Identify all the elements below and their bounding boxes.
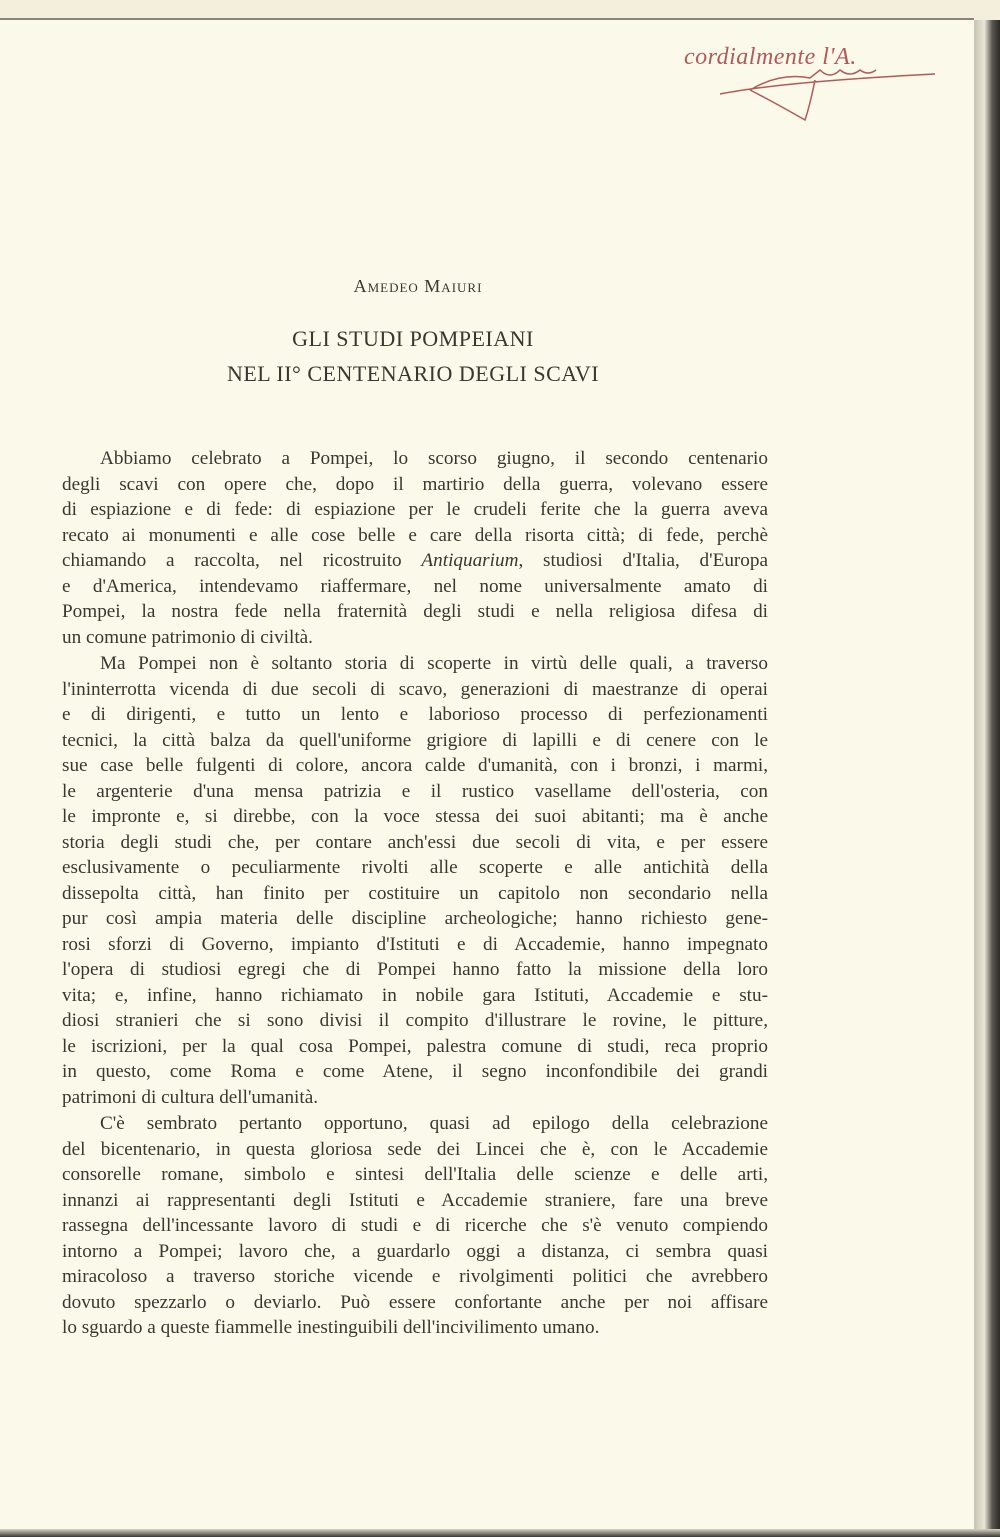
text-line: sue case belle fulgenti di colore, ancora calde d'umanità, con i bronzi, i marmi, (62, 755, 768, 776)
text-line: di espiazione e di fede: di espiazione per le crudeli ferite che la guerra aveva (62, 499, 768, 520)
text-segment: chiamando a raccolta, nel ricostruito (62, 550, 422, 571)
text-line: consorelle romane, simbolo e sintesi dell'Italia delle scienze e delle arti, (62, 1164, 768, 1185)
text-line: miracoloso a traverso storiche vicende e rivolgimenti politici che avrebbero (62, 1266, 768, 1287)
text-line: e d'America, intendevamo riaffermare, nel nome universalmente amato di (62, 575, 768, 597)
text-line: pur così ampia materia delle discipline archeologiche; hanno richiesto gene- (62, 908, 768, 929)
author-name: Amedeo Maiuri (353, 276, 483, 296)
text-line: in questo, come Roma e come Atene, il segno inconfondibile dei grandi (62, 1061, 768, 1082)
title-line-1: GLI STUDI POMPEIANI (292, 326, 534, 351)
text-line: tecnici, la città balza da quell'uniforme grigiore di lapilli e di cenere con le (62, 729, 768, 751)
text-line: lo sguardo a queste fiammelle inestinguibili dell'incivilimento umano. (62, 1317, 600, 1338)
text-line: Ma Pompei non è soltanto storia di scoperte in virtù delle quali, a traverso (100, 653, 768, 674)
article-body (62, 446, 768, 1342)
text-line: le iscrizioni, per la qual cosa Pompei, palestra comune di studi, reca proprio (62, 1035, 768, 1057)
paragraph-2 (62, 651, 768, 1110)
page-edge-shadow (974, 20, 1000, 1537)
text-line: l'opera di studiosi egregi che di Pompei hanno fatto la missione della loro (62, 959, 768, 980)
text-line: Pompei, la nostra fede nella fraternità degli studi e nella religiosa difesa di (62, 601, 768, 622)
italic-term: Antiquarium (421, 550, 519, 571)
text-line: storia degli studi che, per contare anch'essi due secoli di vita, e per essere (62, 831, 768, 853)
handwritten-signature (680, 38, 940, 128)
text-line: degli scavi con opere che, dopo il martirio della guerra, volevano essere (62, 473, 768, 495)
text-line: C'è sembrato pertanto opportuno, quasi ad epilogo della celebrazione (100, 1113, 768, 1134)
text-line: recato ai monumenti e alle cose belle e care della risorta città; di fede, perchè (62, 524, 768, 546)
text-line: dovuto spezzarlo o deviarlo. Può essere confortante anche per noi affisare (62, 1291, 768, 1313)
text-line: le argenterie d'una mensa patrizia e il rustico vasellame dell'osteria, con (62, 780, 768, 802)
text-line: innanzi ai rappresentanti degli Istituti e Accademie straniere, fare una breve (62, 1189, 768, 1211)
text-line: intorno a Pompei; lavoro che, a guardarlo oggi a distanza, ci sembra quasi (62, 1240, 768, 1262)
text-segment: , studiosi d'Italia, d'Europa (518, 550, 768, 571)
text-line: diosi stranieri che si sono divisi il compito d'illustrare le rovine, le pitture, (62, 1010, 768, 1031)
title-line-2: NEL II° CENTENARIO DEGLI SCAVI (226, 361, 600, 386)
text-line: patrimoni di cultura dell'umanità. (62, 1086, 319, 1108)
paragraph-3 (62, 1111, 768, 1341)
text-line: rosi sforzi di Governo, impianto d'Istituti e di Accademie, hanno impegnato (62, 933, 768, 955)
text-line: dissepolta città, han finito per costituire un capitolo non secondario nella (62, 882, 768, 904)
text-line: vita; e, infine, hanno richiamato in nobile gara Istituti, Accademie e stu- (62, 984, 768, 1006)
text-line: del bicentenario, in questa gloriosa sede dei Lincei che è, con le Accademie (62, 1138, 768, 1160)
text-line: e di dirigenti, e tutto un lento e laborioso processo di perfezionamenti (62, 704, 768, 725)
paragraph-1 (62, 446, 768, 650)
text-line (62, 548, 768, 574)
paragraph-gap (62, 1341, 768, 1342)
text-line: Abbiamo celebrato a Pompei, lo scorso giugno, il secondo centenario (100, 448, 768, 469)
text-line: esclusivamente o peculiarmente rivolti alle scoperte e alle antichità della (62, 857, 768, 878)
text-line: un comune patrimonio di civiltà. (62, 626, 313, 648)
handwritten-dedication: cordialmente l'A. (684, 44, 857, 70)
page-bottom-edge (0, 1529, 1000, 1537)
text-line: le impronte e, si direbbe, con la voce stessa dei suoi abitanti; ma è anche (62, 806, 768, 827)
text-line: rassegna dell'incessante lavoro di studi e di ricerche che s'è venuto compiendo (62, 1215, 768, 1236)
text-line: l'ininterrotta vicenda di due secoli di scavo, generazioni di maestranze di operai (62, 678, 768, 700)
